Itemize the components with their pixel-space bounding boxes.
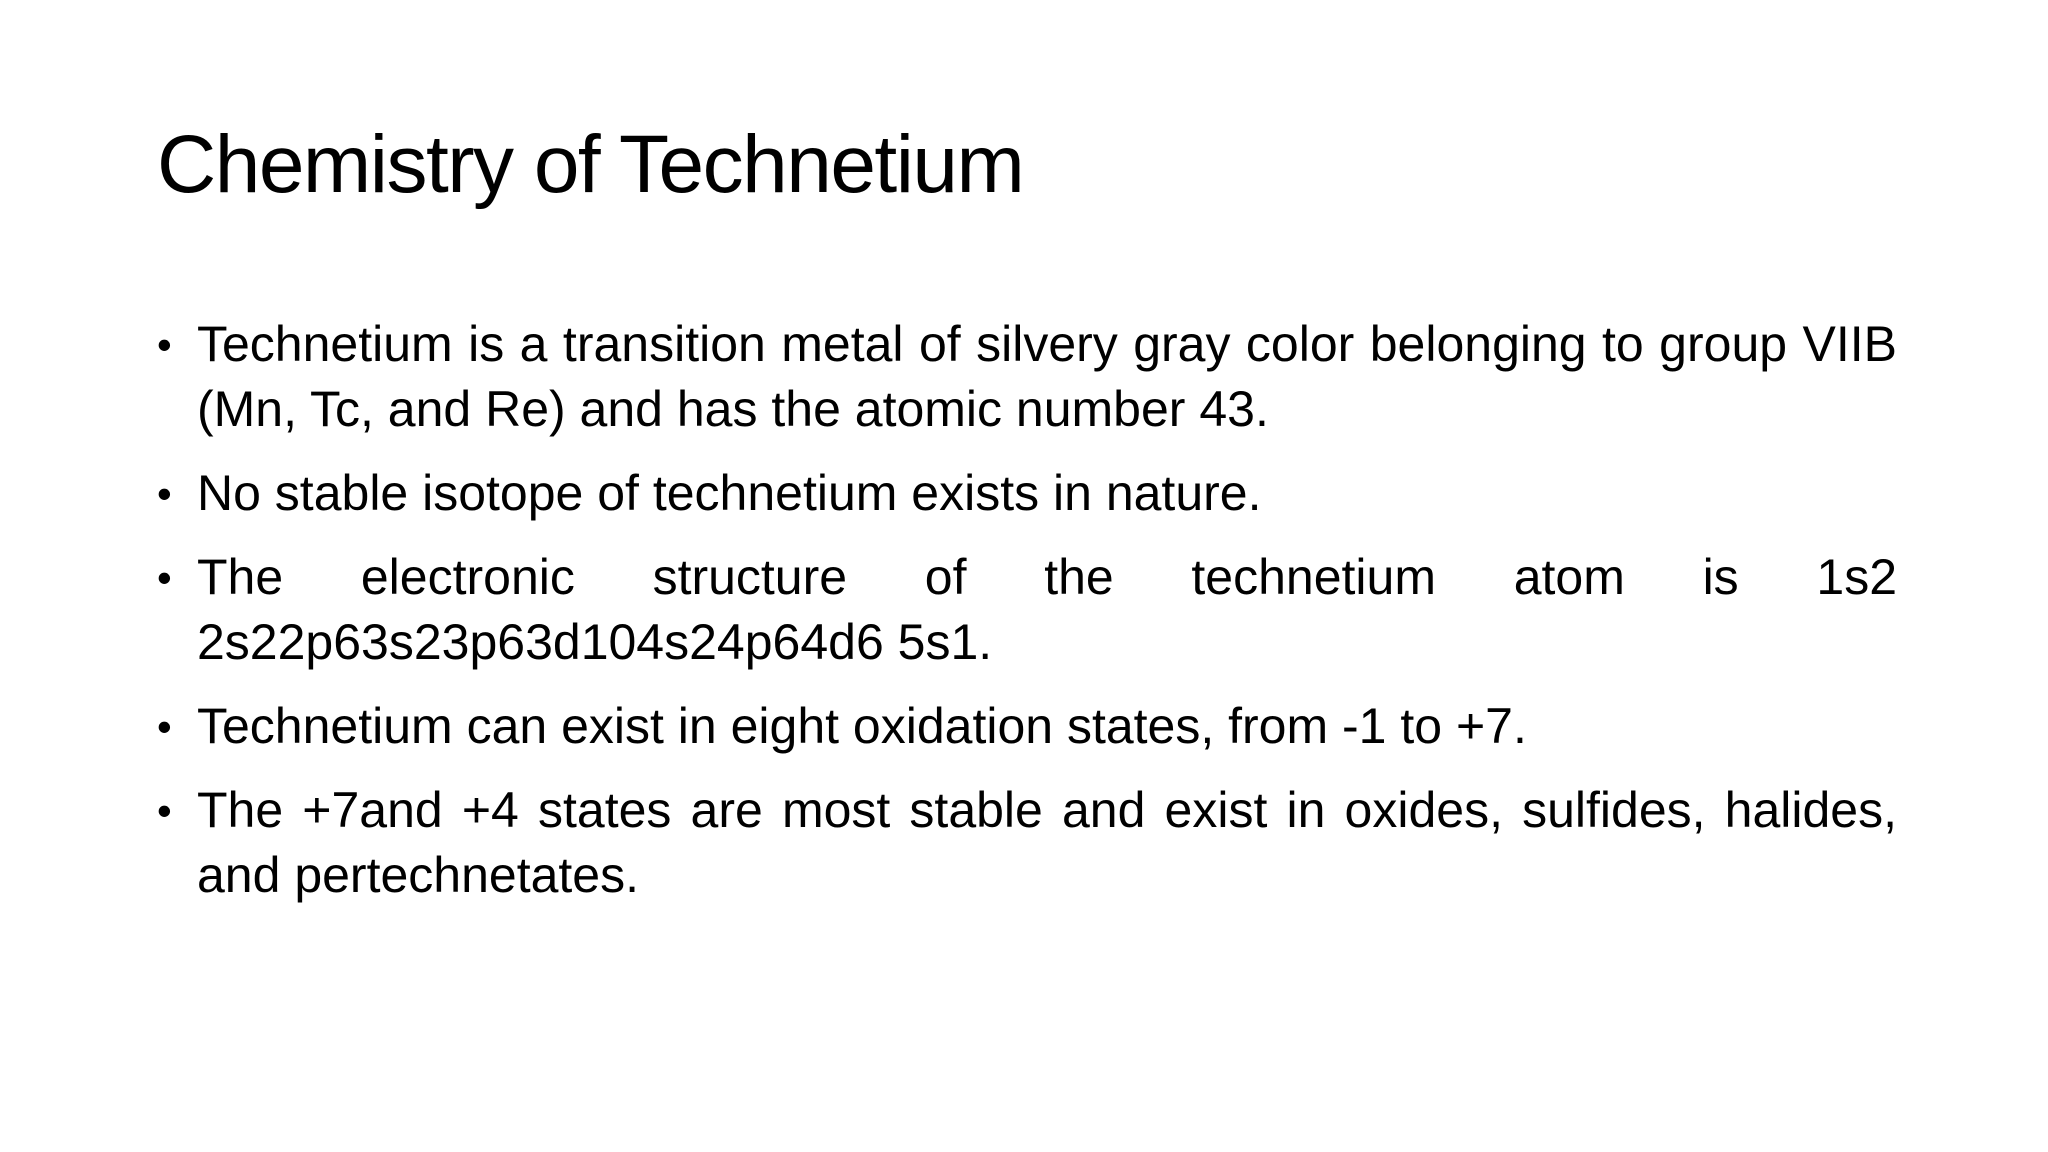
slide-title: Chemistry of Technetium — [157, 119, 1024, 210]
bullet-item — [157, 545, 1897, 675]
bullet-icon: • — [157, 554, 172, 601]
bullet-text: The electronic structure of the technetium atom is 1s2 2s22p63s23p63d104s24p64d6 5s1. — [197, 549, 1897, 670]
bullet-text: No stable isotope of technetium exists in nature. — [197, 465, 1262, 521]
bullet-icon: • — [157, 787, 172, 834]
bullet-item — [157, 694, 1897, 759]
bullet-text: The +7and +4 states are most stable and exist in oxides, sulfides, halides, and pertechnetates. — [197, 782, 1897, 903]
bullet-icon: • — [157, 470, 172, 517]
bullet-item — [157, 778, 1897, 908]
bullet-icon: • — [157, 321, 172, 368]
bullet-list — [157, 312, 1897, 927]
bullet-item — [157, 312, 1897, 442]
bullet-text: Technetium can exist in eight oxidation states, from -1 to +7. — [197, 698, 1527, 754]
bullet-text: Technetium is a transition metal of silvery gray color belonging to group VIIB (Mn, Tc, and Re) and has the atomic number 43. — [197, 316, 1897, 437]
bullet-item — [157, 461, 1897, 526]
bullet-icon: • — [157, 703, 172, 750]
